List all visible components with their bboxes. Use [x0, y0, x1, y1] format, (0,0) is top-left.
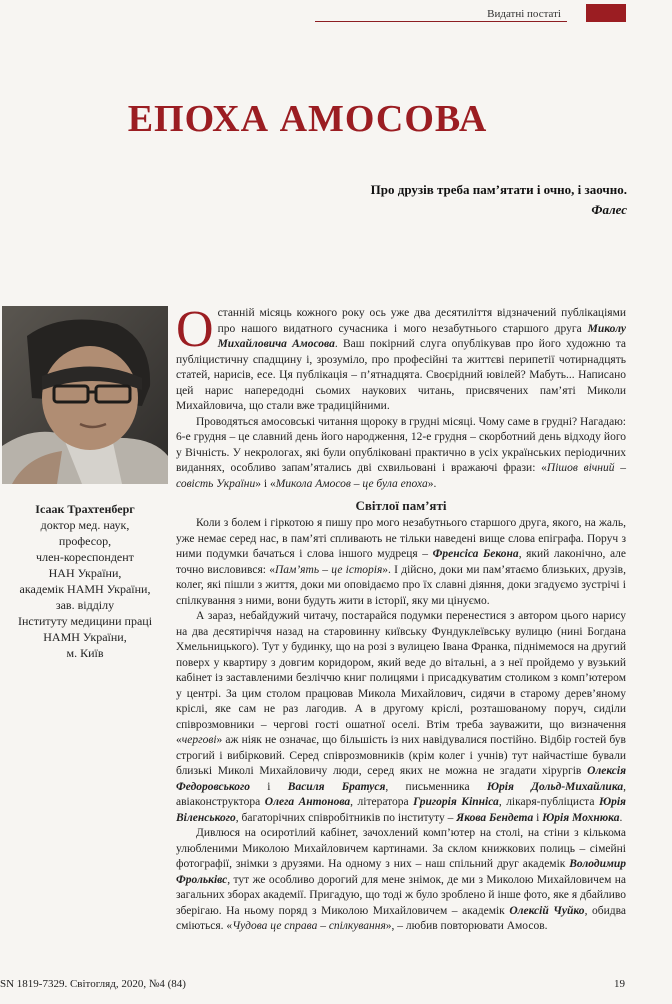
person-name: Олега Антонова: [264, 796, 351, 808]
quote-phrase: Пам’ять – це історія: [274, 563, 383, 576]
author-detail: член-кореспондент: [36, 550, 134, 564]
author-detail: м. Київ: [66, 646, 104, 660]
page-number: 19: [614, 978, 625, 990]
main-paragraph-3: Дивлюся на осиротілий кабінет, зачохлений комп’ютер на столі, на стіни з кількома улюбленими Миколою Михайловичем картинами. За склом книжкових полиць – сімейні фотографії, знімки з друзями. На одному з них – наш спільний друг академік Володимир Фрольківс, тут же особливо дорогий для мене знімок, де ми з Миколою Михайловичем на загальних зборах академії. Пригадую, що тоді ж було зроблено й інше фото, яке я дбайливо зберігаю. На ньому поряд з Миколою Михайловичем – академік Олексій Чуйко, обидва сміються. «Чудова це справа – спілкування», – любив повторювати Амосов.: [176, 827, 626, 932]
person-name: Юрія Дольд-Михайлика: [486, 780, 624, 793]
author-caption: [2, 501, 168, 661]
intro-text: [176, 301, 626, 492]
main-paragraph-2: А зараз, небайдужий читачу, постарайся подумки перенестися з автором цього нарису на два десятиріччя назад на старовинну київську Фундуклеївську вулицю (нині Богдана Хмельницького). Тут у будинку, що на розі з вулицею Івана Франка, піднімемося на другий поверх у квартиру з довгим коридором, який веде до вітальні, а з неї пройдемо у вузький кабінет із заставленими безліччю книг полицями і присадкуватим столиком з комп’ютером у центрі. За цим столом працював Микола Михайлович, сидячи в старому дерев’яному кріслі, яке сам не раз лагодив. А в другому кріслі, розташованому поруч, сиділи співрозмовники – чергові гості ошатної оселі. Втім треба зауважити, що визначення «чергові» аж ніяк не означає, що більшість із них навідувалися постійно. Відбір гостей був строгий і вибірковий. Серед співрозмовників (крім колег і учнів) тут найчастіше бували близькі Миколі Михайловичу люди, серед яких не можна не згадати хірургів Олексія Федоровського і Василя Братуся, письменника Юрія Дольд-Михайлика, авіаконструктора Олега Антонова, літератора Григорія Кіпніса, лікаря-публіциста Юрія Віленського, багаторічних співробітників по інституту – Якова Бендета і Юрія Мохнюка.: [176, 610, 626, 824]
author-photo: [2, 306, 168, 484]
person-name: Василя Братуся: [287, 780, 386, 793]
section-heading: Світлої пам’яті: [355, 498, 447, 513]
person-name: Юрія Мохнюка: [542, 811, 620, 824]
rubric-color-block: [586, 4, 626, 22]
footer-issn: SN 1819-7329. Світогляд, 2020, №4 (84): [0, 978, 186, 990]
author-detail: академік НАМН України,: [19, 582, 151, 596]
quote-phrase: Чудова це справа – спілкування: [232, 920, 386, 932]
author-detail: Інституту медицини праці: [17, 614, 153, 628]
main-text: [176, 516, 626, 935]
person-name: Олексій Чуйко: [509, 904, 585, 917]
section-rubric: Видатні постаті: [315, 8, 567, 22]
person-name: Миколу Михайловича Амосова: [217, 322, 626, 350]
author-detail: доктор мед. наук,: [40, 518, 130, 532]
person-name: Олексія Федоровського: [176, 765, 626, 793]
quote-phrase: чергові: [181, 734, 217, 746]
person-name: Григорія Кіпніса: [413, 796, 499, 808]
author-portrait-image: [2, 306, 168, 484]
person-name: Володимир Фрольківс: [176, 858, 626, 886]
person-name: Юрія Віленського: [176, 796, 626, 824]
epigraph: [371, 180, 627, 220]
epigraph-author: Фалес: [591, 202, 627, 217]
author-detail: професор,: [58, 534, 112, 548]
epigraph-quote: Про друзів треба пам’ятати і очно, і заочно.: [370, 182, 627, 197]
author-detail: НАН України,: [48, 566, 122, 580]
person-name: Френсіса Бекона: [432, 548, 519, 560]
intro-paragraph-2: Проводяться амосовські читання щороку в грудні місяці. Чому саме в грудні? Нагадаю: 6-е грудня – це славний день його народження, 12-е грудня – скорботний день відходу його у Вічність. У некрологах, які були опубліковані практично в усіх українських періодичних виданнях, особливо запам’ятались дві схвильовані і вражаючі фрази: «Пішов вічний – совість України» і «Микола Амосов – це була епоха».: [176, 415, 626, 490]
author-detail: зав. відділу: [55, 598, 115, 612]
author-detail: НАМН України,: [43, 630, 127, 644]
intro-paragraph-1: Останній місяць кожного року ось уже два десятиліття відзначений публікаціями про нашого видатного сучасника і мого незабутнього старшого друга Миколу Михайловича Амосова. Ваш покірний слуга опублікував про його художню та публіцистичну спадщину і, зрозуміло, про професійні та життєві перипетії чотирнадцять статей, нарисів, есе. Ця публікація – п’ятнадцята. Своєрідний ювілей? Мабуть... Написано цей нарис напередодні сьомих наукових читань, присвячених пам’яті Миколи Михайловича, що стали вже традиційними.: [176, 301, 626, 412]
author-name: Ісаак Трахтенберг: [35, 502, 135, 516]
person-name: Якова Бендета: [456, 811, 534, 824]
quote-phrase: Микола Амосов – це була епоха: [275, 477, 428, 490]
quote-phrase: Пішов вічний – совість України: [176, 462, 626, 490]
main-paragraph-1: Коли з болем і гіркотою я пишу про мого незабутнього старшого друга, якого, на жаль, уже немає серед нас, в пам’яті спливають не тільки наведені вище слова епіграфа. Поруч з ними подумки бачаться і слова іншого мудреця – Френсіса Бекона, який лаконічно, але точно висловився: «Пам’ять – це історія». І дійсно, доки ми пам’ятаємо близьких, друзів, колег, які пішли з життя, доки ми оповідаємо про їх славні діяння, доки згадуємо зустрічі і спілкування з ними, вони будуть жити в історії, яку ми цінуємо.: [176, 517, 626, 607]
drop-cap: О: [176, 301, 214, 358]
article-title: ЕПОХА АМОСОВА: [127, 98, 488, 140]
